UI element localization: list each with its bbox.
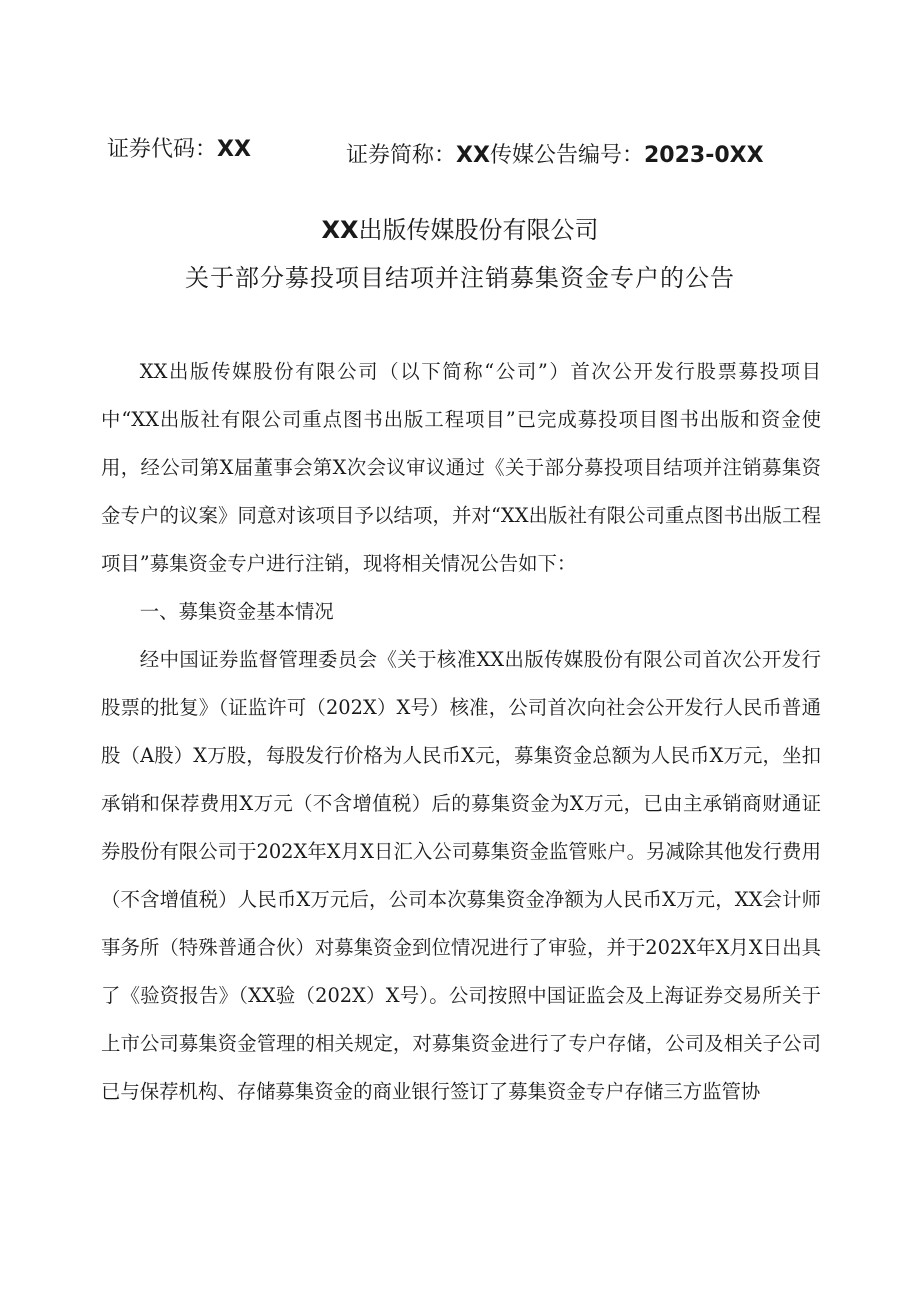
notice-body xyxy=(101,348,821,1116)
security-abbreviation xyxy=(346,138,764,169)
company-title-prefix: XX xyxy=(321,216,359,244)
notice-number-value: 2023-0XX xyxy=(643,143,764,168)
notice-subject-title: 关于部分募投项目结项并注销募集资金专户的公告 xyxy=(185,264,735,292)
security-code-value: XX xyxy=(217,137,251,162)
intro-paragraph: XX出版传媒股份有限公司（以下简称“公司”）首次公开发行股票募投项目中“XX出版社有限公司重点图书出版工程项目”已完成募投项目图书出版和资金使用，经公司第X届董事会第X次会议审议通过《关于部分募投项目结项并注销募集资金专户的议案》同意对该项目予以结项，并对“XX出版社有限公司重点图书出版工程项目”募集资金专户进行注销，现将相关情况公告如下： xyxy=(101,360,821,575)
section-1-paragraph: 经中国证券监督管理委员会《关于核准XX出版传媒股份有限公司首次公开发行股票的批复》（证监许可（202X）X号）核准，公司首次向社会公开发行人民币普通股（A股）X万股，每股发行价格为人民币X元，募集资金总额为人民币X万元，坐扣承销和保荐费用X万元（不含增值税）后的募集资金为X万元，已由主承销商财通证券股份有限公司于202X年X月X日汇入公司募集资金监管账户。另减除其他发行费用（不含增值税）人民币X万元后，公司本次募集资金净额为人民币X万元，XX会计师事务所（特殊普通合伙）对募集资金到位情况进行了审验，并于202X年X月X日出具了《验资报告》（XX验（202X）X号）。公司按照中国证监会及上海证券交易所关于上市公司募集资金管理的相关规定，对募集资金进行了专户存储，公司及相关子公司已与保荐机构、存储募集资金的商业银行签订了募集资金专户存储三方监管协 xyxy=(101,648,821,1103)
company-title xyxy=(0,210,920,245)
company-title-name: 出版传媒股份有限公司 xyxy=(358,216,599,244)
notice-header xyxy=(0,126,920,166)
section-1-heading: 一、募集资金基本情况 xyxy=(139,600,334,623)
notice-number-label: 传媒公告编号： xyxy=(489,143,644,168)
security-abbreviation-label: 证券简称： xyxy=(346,143,457,168)
security-code xyxy=(107,132,251,163)
security-code-label: 证券代码： xyxy=(107,137,218,162)
security-abbreviation-value: XX xyxy=(456,143,490,168)
